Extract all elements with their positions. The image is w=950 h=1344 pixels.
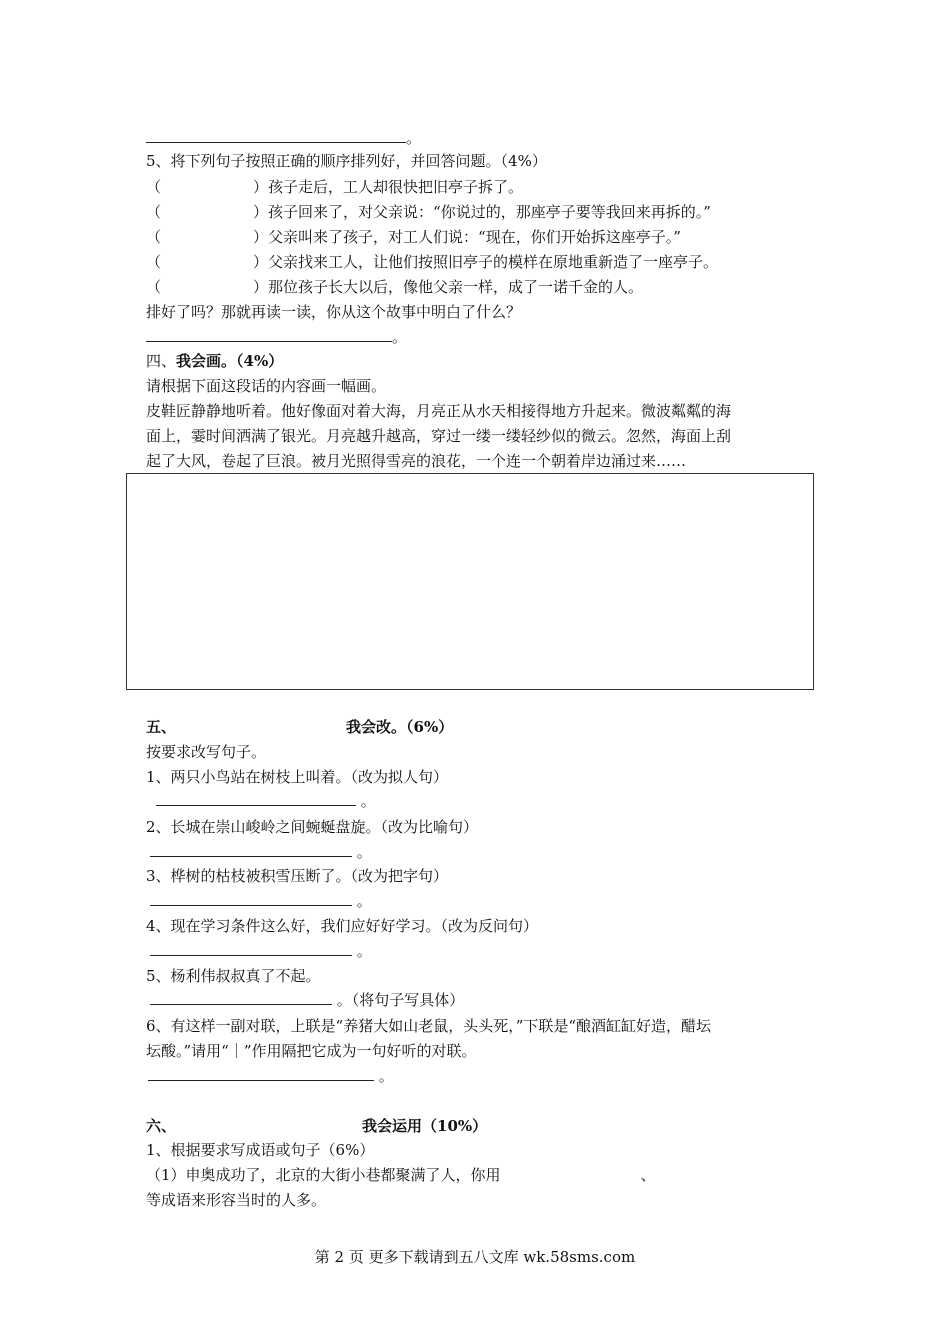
- q5-question: 排好了吗？那就再读一读，你从这个故事中明白了什么？: [146, 303, 522, 321]
- q5-title: 5、将下列句子按照正确的顺序排列好，并回答问题。（4%）: [146, 152, 547, 170]
- passage-line-3: 起了大风，卷起了巨浪。被月光照得雪亮的浪花，一个连一个朝着岸边涌过来……: [146, 452, 687, 470]
- section-4-heading: 四、我会画。（4%）: [146, 352, 284, 370]
- blank[interactable]: [150, 891, 352, 906]
- blank[interactable]: [146, 327, 392, 342]
- rewrite-q4-answer: 。: [150, 941, 372, 961]
- answer-line-previous: 。: [146, 128, 421, 148]
- passage-line-2: 面上，霎时间洒满了银光。月亮越升越高，穿过一缕一缕轻纱似的微云。忽然，海面上刮: [146, 427, 732, 445]
- blank[interactable]: [150, 990, 332, 1005]
- use-q1: 1、根据要求写成语或句子（6%）: [146, 1141, 375, 1159]
- rewrite-q3: 3、桦树的枯枝被积雪压断了。（改为把字句）: [146, 867, 449, 885]
- rewrite-q6-line1: 6、有这样一副对联，上联是“养猪大如山老鼠，头头死，”下联是“酿酒缸缸好造，醋坛: [146, 1017, 712, 1035]
- rewrite-q2-answer: 。: [150, 842, 372, 862]
- passage-line-1: 皮鞋匠静静地听着。他好像面对着大海，月亮正从水天相接得地方升起来。微波粼粼的海: [146, 402, 732, 420]
- blank[interactable]: [150, 842, 352, 857]
- rewrite-q2: 2、长城在崇山峻岭之间蜿蜒盘旋。（改为比喻句）: [146, 818, 479, 836]
- drawing-box[interactable]: [126, 473, 814, 690]
- order-item-5: （ ）那位孩子长大以后，像他父亲一样，成了一诺千金的人。: [146, 278, 644, 296]
- rewrite-q3-answer: 。: [150, 891, 372, 911]
- order-item-4: （ ）父亲找来工人，让他们按照旧亭子的模样在原地重新造了一座亭子。: [146, 253, 719, 271]
- page-footer: 第 2 页 更多下载请到五八文库 wk.58sms.com: [314, 1248, 636, 1266]
- rewrite-q6-line2: 坛酸。”请用“｜”作用隔把它成为一句好听的对联。: [146, 1042, 477, 1060]
- use-q1-1: （1）申奥成功了，北京的大街小巷都聚满了人，你用 、: [146, 1166, 656, 1184]
- section-5-heading: 五、 我会改。（6%）: [146, 718, 454, 736]
- order-item-1: （ ）孩子走后，工人却很快把旧亭子拆了。: [146, 178, 524, 196]
- order-item-2: （ ）孩子回来了，对父亲说：“你说过的，那座亭子要等我回来再拆的。”: [146, 203, 711, 221]
- rewrite-q5-answer: 。（将句子写具体）: [150, 990, 464, 1010]
- use-q1-1-end: 等成语来形容当时的人多。: [146, 1191, 327, 1209]
- q5-answer-line: 。: [146, 327, 407, 347]
- section-5-instruction: 按要求改写句子。: [146, 743, 267, 761]
- rewrite-q4: 4、现在学习条件这么好，我们应好好学习。（改为反问句）: [146, 917, 539, 935]
- rewrite-q1: 1、两只小鸟站在树枝上叫着。（改为拟人句）: [146, 768, 449, 786]
- section-6-heading: 六、 我会运用（10%）: [146, 1117, 488, 1135]
- rewrite-q1-answer: 。: [156, 791, 376, 811]
- blank[interactable]: [150, 941, 352, 956]
- blank[interactable]: [146, 128, 406, 143]
- order-item-3: （ ）父亲叫来了孩子，对工人们说：“现在，你们开始拆这座亭子。”: [146, 228, 681, 246]
- blank[interactable]: [156, 791, 356, 806]
- section-4-instruction: 请根据下面这段话的内容画一幅画。: [146, 377, 387, 395]
- rewrite-q5: 5、杨利伟叔叔真了不起。: [146, 967, 321, 985]
- blank[interactable]: [148, 1066, 374, 1081]
- rewrite-q6-answer: 。: [148, 1066, 394, 1086]
